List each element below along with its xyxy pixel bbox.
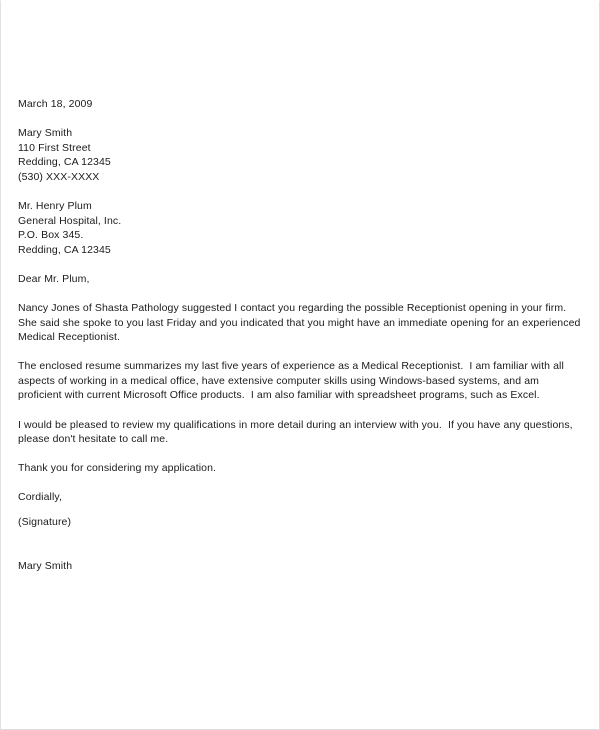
spacer-after-salutation <box>18 286 584 301</box>
closing-thanks: Thank you for considering my application. <box>18 462 217 475</box>
body-paragraph-1: Nancy Jones of Shasta Pathology suggested I contact you regarding the possible Receptionist opening in your firm. She said she spoke to you last Friday and you indicated that you might have an immediate opening for an experienced Medical Receptionist. <box>18 301 584 344</box>
spacer-after-recipient <box>18 257 584 272</box>
spacer-after-paragraph-2 <box>18 403 584 418</box>
spacer-after-thanks <box>18 476 584 491</box>
signature-placeholder: (Signature) <box>18 516 72 529</box>
recipient-name: Mr. Henry Plum <box>18 199 92 212</box>
spacer-after-closing <box>18 505 584 516</box>
letter-body <box>18 97 584 574</box>
recipient-organization: General Hospital, Inc. <box>18 214 122 227</box>
recipient-address-block <box>18 199 584 257</box>
sender-street: 110 First Street <box>18 141 91 154</box>
spacer-after-sender <box>18 184 584 199</box>
body-paragraph-3: I would be pleased to review my qualifications in more detail during an interview with you. If you have any questions, please don't hesitate to call me. <box>18 418 576 446</box>
body-paragraph-2: The enclosed resume summarizes my last five years of experience as a Medical Receptionist. I am familiar with all aspects of working in a medical office, have extensive computer skills using Windows-based systems, and am proficient with current Microsoft Office products. I am also familiar with spreadsheet programs, such as Excel. <box>18 360 567 402</box>
sender-name: Mary Smith <box>18 127 73 140</box>
letter-date: March 18, 2009 <box>18 98 93 110</box>
spacer-after-signature <box>18 530 584 559</box>
closing-salutation: Cordially, <box>18 491 63 504</box>
sender-phone: (530) XXX-XXXX <box>18 170 100 183</box>
signer-name: Mary Smith <box>18 559 73 572</box>
spacer-after-date <box>18 112 584 127</box>
sender-address-block <box>18 126 584 184</box>
sender-city-state-zip: Redding, CA 12345 <box>18 156 111 169</box>
salutation: Dear Mr. Plum, <box>18 272 90 285</box>
recipient-street: P.O. Box 345. <box>18 229 84 242</box>
recipient-city-state-zip: Redding, CA 12345 <box>18 243 111 256</box>
spacer-after-paragraph-3 <box>18 447 584 462</box>
spacer-after-paragraph-1 <box>18 345 584 360</box>
